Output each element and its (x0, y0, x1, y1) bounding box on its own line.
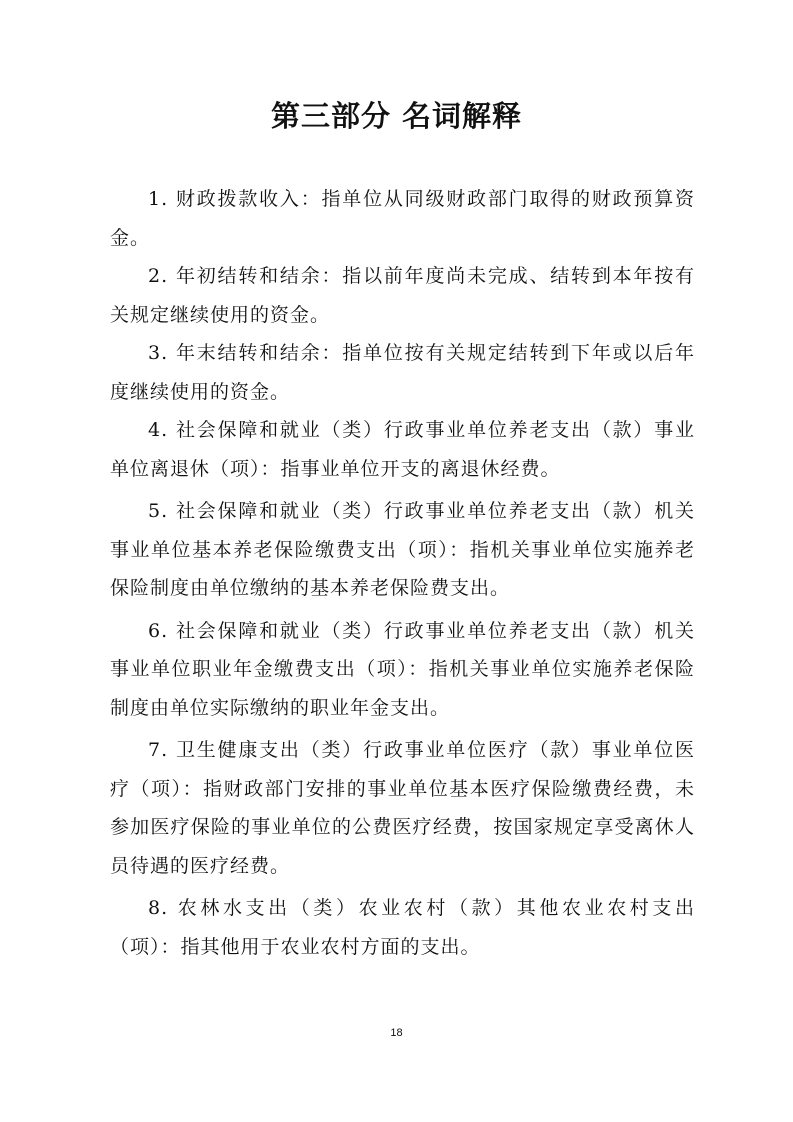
term-list (110, 180, 695, 966)
term-item: 7. 卫生健康支出（类）行政事业单位医疗（款）事业单位医疗（项）：指财政部门安排的事业单位基本医疗保险缴费经费，未参加医疗保险的事业单位的公费医疗经费，按国家规定享受离休人员待遇的医疗经费。 (110, 739, 695, 877)
term-item: 4. 社会保障和就业（类）行政事业单位养老支出（款）事业单位离退休（项）：指事业单位开支的离退休经费。 (110, 419, 695, 480)
term-item: 2. 年初结转和结余：指以前年度尚未完成、结转到本年按有关规定继续使用的资金。 (110, 265, 695, 326)
term-item: 8. 农林水支出（类）农业农村（款）其他农业农村支出（项）：指其他用于农业农村方面的支出。 (110, 897, 695, 958)
term-item: 3. 年末结转和结余：指单位按有关规定结转到下年或以后年度继续使用的资金。 (110, 342, 695, 403)
page-number: 18 (390, 1027, 403, 1039)
term-item: 1. 财政拨款收入：指单位从同级财政部门取得的财政预算资金。 (110, 188, 695, 249)
page-title: 第三部分 名词解释 (270, 99, 523, 133)
term-item: 5. 社会保障和就业（类）行政事业单位养老支出（款）机关事业单位基本养老保险缴费支出（项）：指机关事业单位实施养老保险制度由单位缴纳的基本养老保险费支出。 (110, 500, 695, 599)
term-item: 6. 社会保障和就业（类）行政事业单位养老支出（款）机关事业单位职业年金缴费支出（项）：指机关事业单位实施养老保险制度由单位实际缴纳的职业年金支出。 (110, 619, 695, 719)
